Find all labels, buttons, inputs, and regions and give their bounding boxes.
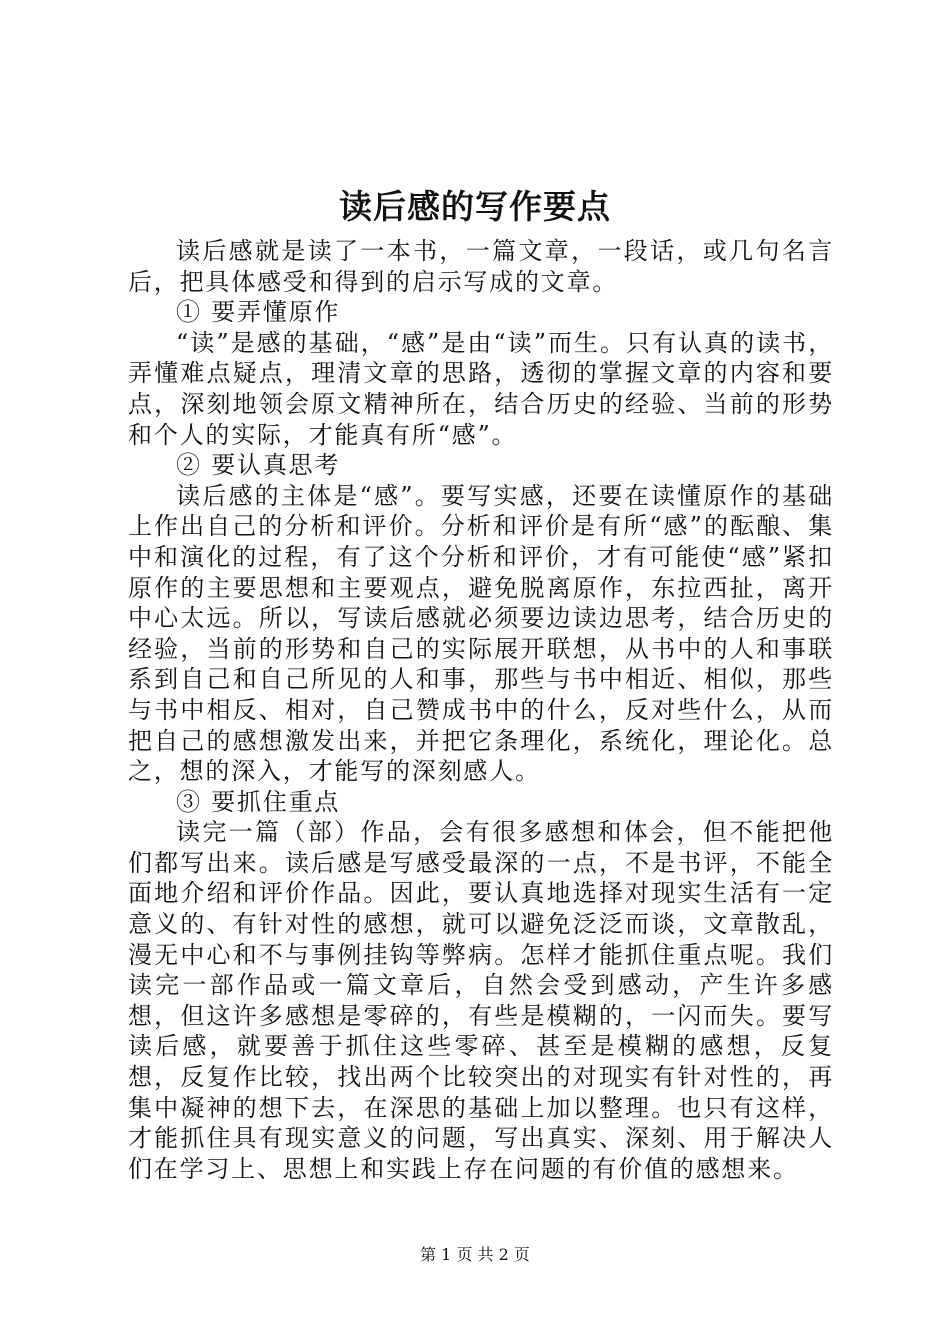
section-heading-think-carefully: ② 要认真思考 [176, 451, 341, 480]
intro-paragraph: 读后感就是读了一本书，一篇文章，一段话，或几句名言后，把具体感受和得到的启示写成的文章。 [128, 237, 834, 296]
section-heading-grasp-key-points: ③ 要抓住重点 [176, 787, 341, 816]
section-paragraph-think-carefully: 读后感的主体是“感”。要写实感，还要在读懂原作的基础上作出自己的分析和评价。分析和评价是有所“感”的酝酿、集中和演化的过程，有了这个分析和评价，才有可能使“感”紧扣原作的主要思想和主要观点，避免脱离原作，东拉西扯，离开中心太远。所以，写读后感就必须要边读边思考，结合历史的经验，当前的形势和自己的实际展开联想，从书中的人和事联系到自己和自己所见的人和事，那些与书中相近、相似，那些与书中相反、相对，自己赞成书中的什么，反对些什么，从而把自己的感想激发出来，并把它条理化，系统化，理论化。总之，想的深入，才能写的深刻感人。 [128, 481, 834, 786]
section-paragraph-understand-original: “读”是感的基础，“感”是由“读”而生。只有认真的读书，弄懂难点疑点，理清文章的思路，透彻的掌握文章的内容和要点，深刻地领会原文精神所在，结合历史的经验、当前的形势和个人的实际，才能真有所“感”。 [128, 328, 834, 449]
section-heading-understand-original: ① 要弄懂原作 [176, 298, 341, 327]
document-title: 读后感的写作要点 [339, 187, 611, 226]
section-paragraph-grasp-key-points: 读完一篇（部）作品，会有很多感想和体会，但不能把他们都写出来。读后感是写感受最深的一点，不是书评，不能全面地介绍和评价作品。因此，要认真地选择对现实生活有一定意义的、有针对性的感想，就可以避免泛泛而谈，文章散乱，漫无中心和不与事例挂钩等弊病。怎样才能抓住重点呢。我们读完一部作品或一篇文章后，自然会受到感动，产生许多感想，但这许多感想是零碎的，有些是模糊的，一闪而失。要写读后感，就要善于抓住这些零碎、甚至是模糊的感想，反复想，反复作比较，找出两个比较突出的对现实有针对性的，再集中凝神的想下去，在深思的基础上加以整理。也只有这样，才能抓住具有现实意义的问题，写出真实、深刻、用于解决人们在学习上、思想上和实践上存在问题的有价值的感想来。 [128, 818, 834, 1183]
document-body [128, 236, 834, 1184]
page-footer: 第 1 页 共 2 页 [420, 1245, 530, 1264]
